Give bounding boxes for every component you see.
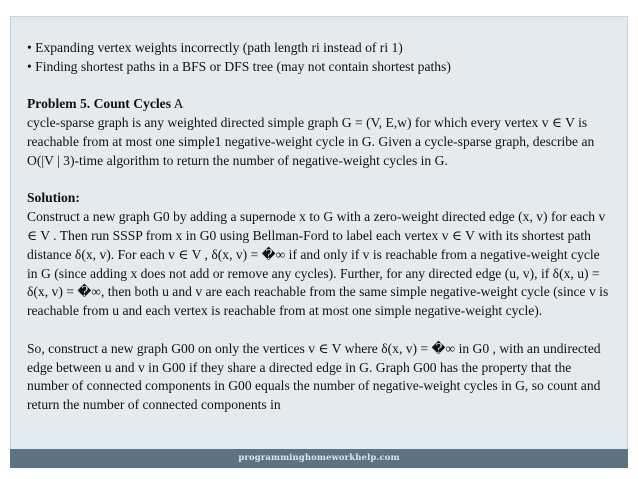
problem-heading: Problem 5. Count Cycles xyxy=(27,96,171,112)
spacer xyxy=(27,321,613,340)
bullet-item-2: • Finding shortest paths in a BFS or DFS tree (may not contain shortest paths) xyxy=(27,58,451,74)
solution-heading: Solution: xyxy=(27,190,80,206)
problem-paragraph xyxy=(27,95,613,170)
slide-content xyxy=(10,17,628,449)
spacer xyxy=(27,77,613,96)
problem-heading-suffix: A xyxy=(170,96,184,112)
footer-bar xyxy=(10,449,628,468)
footer-website-text: programminghomeworkhelp.com xyxy=(238,453,400,463)
solution-paragraph-2: So, construct a new graph G00 on only the vertices v ∈ V where δ(x, v) = �∞ in G0 , with an undirected edge between u and v in G00 if they share a directed edge in G. Graph G00 has the property that the number of connected components in G00 equals the number of negative-weight cycles in G, so count and return the number of connected components in xyxy=(27,340,601,413)
spacer xyxy=(27,171,613,190)
solution-paragraph-1: Construct a new graph G0 by adding a supernode x to G with a zero-weight directed edge (x, v) for each v ∈ V . Then run SSSP from x in G0 using Bellman-Ford to label each vertex v ∈ V with its shortest path distance δ(x, v). For each v ∈ V , δ(x, v) = �∞ if and only if v is reachable from a negative-weight cycle in G (since adding x does not add or remove any cycles). Further, for any directed edge (u, v), if δ(x, u) = δ(x, v) = �∞, then both u and v are each reachable from the same simple negative-weight cycle (since v is reachable from u and each vertex is reachable from at most one simple negative-weight cycle). xyxy=(27,209,609,319)
problem-body: cycle-sparse graph is any weighted directed simple graph G = (V, E,w) for which every vertex v ∈ V is reachable from at most one simple1 negative-weight cycle in G. Given a cycle-sparse graph, describe an O(|V | 3)-time algorithm to return the number of negative-weight cycles in G. xyxy=(27,115,595,168)
bullet-item-1: • Expanding vertex weights incorrectly (path length ri instead of ri 1) xyxy=(27,40,403,55)
